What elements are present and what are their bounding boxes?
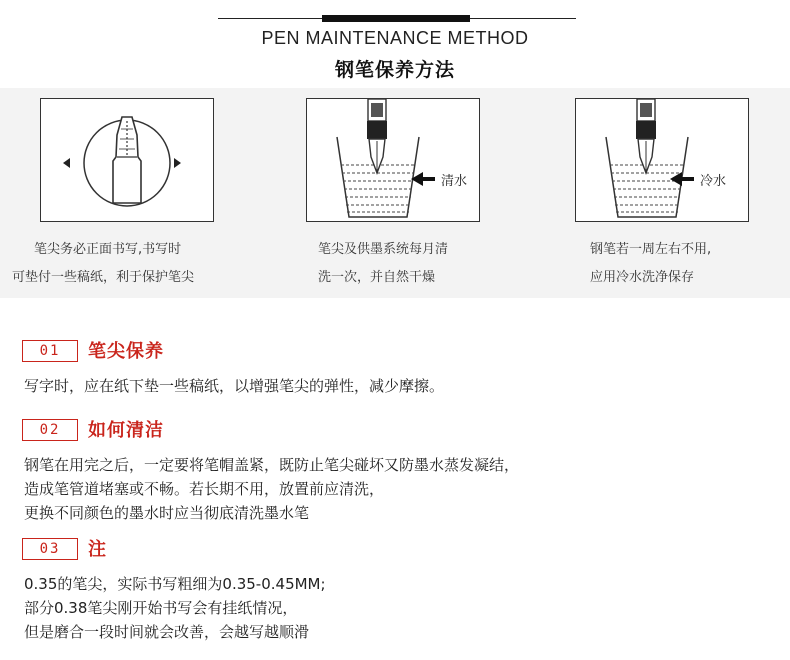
card-1-caption-2 xyxy=(12,264,194,292)
section-03-body xyxy=(24,572,326,644)
pen-in-water-icon xyxy=(307,99,481,223)
card-1-caption-line: 笔尖务必正面书写,书写时 xyxy=(34,242,182,257)
body-line: 0.35的笔尖，实际书写粗细为0.35-0.45MM; xyxy=(24,575,326,593)
pen-in-water-icon-2 xyxy=(576,99,750,223)
card-pen-tip xyxy=(40,98,214,222)
card-clean-water xyxy=(306,98,480,222)
card-1-caption-line: 可垫付一些稿纸，利于保护笔尖 xyxy=(12,270,195,285)
body-line: 造成笔管道堵塞或不畅。若长期不用，放置前应清洗， xyxy=(24,480,385,498)
title-chinese: 钢笔保养方法 xyxy=(334,59,455,81)
header-rule-right xyxy=(470,18,576,19)
card-cold-water xyxy=(575,98,749,222)
card-1-caption xyxy=(34,236,181,264)
card-3-caption-line: 钢笔若一周左右不用, xyxy=(590,242,712,257)
card-3-caption-line: 应用冷水洗净保存 xyxy=(590,270,695,285)
section-number: 02 xyxy=(22,419,78,441)
card-2-caption-line: 笔尖及供墨系统每月清 xyxy=(318,242,449,257)
body-line: 写字时，应在纸下垫一些稿纸，以增强笔尖的弹性，减少摩擦。 xyxy=(24,377,445,395)
body-line: 更换不同颜色的墨水时应当彻底清洗墨水笔 xyxy=(24,504,310,522)
section-title: 注 xyxy=(88,539,107,560)
section-number: 03 xyxy=(22,538,78,560)
body-line: 钢笔在用完之后，一定要将笔帽盖紧，既防止笔尖碰坏又防墨水蒸发凝结， xyxy=(24,456,520,474)
card-2-caption xyxy=(318,236,448,292)
body-line: 但是磨合一段时间就会改善，会越写越顺滑 xyxy=(24,623,310,641)
section-title: 如何清洁 xyxy=(88,420,164,441)
pen-tip-rotate-icon xyxy=(41,99,215,223)
body-line: 部分0.38笔尖刚开始书写会有挂纸情况， xyxy=(24,599,298,617)
section-title: 笔尖保养 xyxy=(88,341,164,362)
card-2-caption-line: 洗一次，并自然干燥 xyxy=(318,270,436,285)
section-01-body xyxy=(24,374,444,398)
header-rule-left xyxy=(218,18,322,19)
header-rule-bar xyxy=(322,15,470,22)
section-02-body xyxy=(24,453,519,525)
clean-water-label: 清水 xyxy=(441,174,468,189)
cold-water-label: 冷水 xyxy=(700,174,727,189)
title-english: PEN MAINTENANCE METHOD xyxy=(261,28,529,48)
card-3-caption xyxy=(590,236,711,292)
section-number: 01 xyxy=(22,340,78,362)
